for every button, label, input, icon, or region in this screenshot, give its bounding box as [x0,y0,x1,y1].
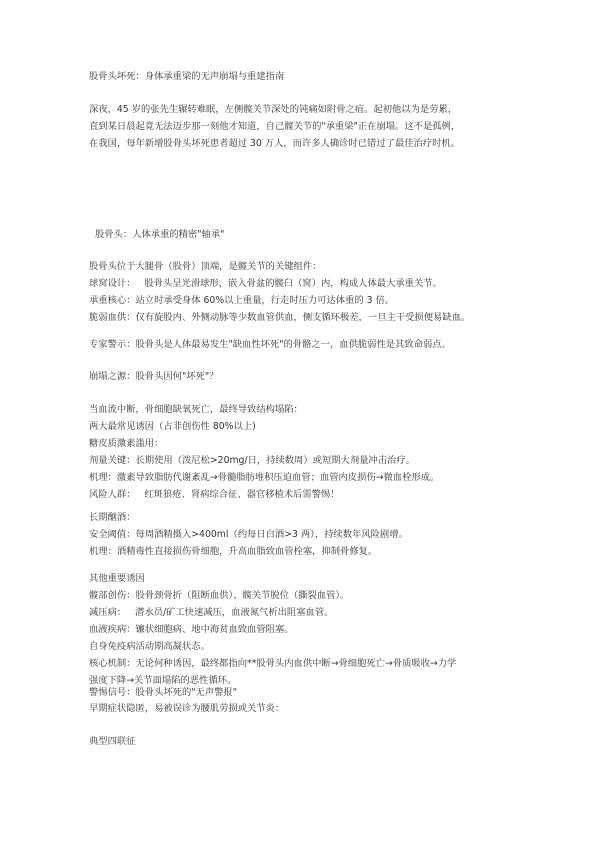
body-line: 当血流中断，骨细胞缺氧死亡，最终导致结构塌陷： [89,404,303,415]
body-line: 早期症状隐匿，易被误诊为腰肌劳损或关节炎： [89,703,285,714]
section1-body [89,258,514,326]
body-line: 强度下降→关节面塌陷的恶性循环。 [89,675,237,686]
body-line: 机理：酒精毒性直接损伤骨细胞，升高血脂致血管栓塞，抑制骨修复。 [89,546,378,557]
section-heading-text: 崩塌之源：股骨头因何"坏死"？ [89,371,219,382]
section2-body-c [89,570,514,689]
body-line: 承重核心：站立时承受身体 60%以上重量，行走时压力可达体重的 3 倍。 [89,295,395,306]
body-line: 血液疾病：镰状细胞病、地中海贫血致血管阻塞。 [89,624,294,635]
body-line: 其他重要诱因 [89,573,145,584]
body-line: 剂量关键：长期使用（泼尼松>20mg/日，持续数周）或短期大剂量冲击治疗。 [89,455,415,466]
intro-paragraph [89,101,514,152]
body-line: 安全阈值：每周酒精摄入>400ml（约每日白酒>3 两），持续数年风险剧增。 [89,529,408,540]
section3-heading [89,684,514,701]
body-line: 脆弱血供：仅有旋股内、外侧动脉等少数血管供血，侧支循环极差，一旦主干受损便易缺血。 [89,312,471,323]
body-line: 减压病： 潜水员/矿工快速减压，血液氮气析出阻塞血管。 [89,607,334,618]
body-line: 核心机制：无论何种诱因，最终都指向**股骨头内血供中断→骨细胞死亡→骨质吸收→力学 [89,658,457,669]
body-line: 球窝设计： 股骨头呈光滑球形，嵌入骨盆的髋臼（窝）内，构成人体最大承重关节。 [89,278,442,289]
subheading-text: 典型四联征 [89,736,136,747]
warning-text: 专家警示：股骨头是人体最易发生"缺血性坏死"的骨骼之一，血供脆弱性是其致命弱点。 [89,339,451,350]
body-line: 糖皮质激素滥用： [89,438,164,449]
body-line: 机理：激素导致脂肪代谢紊乱→骨髓脂肪堆积压迫血管；血管内皮损伤→微血栓形成。 [89,472,440,483]
body-line: 长期酗酒： [89,512,136,523]
body-line: 风险人群： 红斑狼疮、肾病综合征、器官移植术后需警惕！ [89,489,340,500]
section3-subheading [89,733,514,750]
section-heading-text: 股骨头：人体承重的精密"轴承" [95,229,225,240]
section-heading-text: 警惕信号：股骨头坏死的"无声警报" [89,687,238,698]
intro-line: 深夜，45 岁的张先生辗转难眠，左侧髋关节深处的钝痛如附骨之疽。起初他以为是劳累， [89,104,458,115]
title-text: 股骨头坏死：身体承重梁的无声崩塌与重建指南 [89,71,285,82]
body-line: 自身免疫病活动期高凝状态。 [89,641,210,652]
intro-line: 直到某日晨起竟无法迈步那一刻他才知道，自己髋关节的"承重梁"正在崩塌。这不是孤例， [89,121,461,132]
section2-body-a [89,401,514,503]
document-title [89,68,514,85]
section2-body-b [89,509,514,560]
intro-line: 在我国，每年新增股骨头坏死患者超过 30 万人，而许多人确诊时已错过了最佳治疗时机。 [89,138,461,149]
expert-warning [89,336,514,353]
section3-body [89,700,514,717]
body-line: 股骨头位于大腿骨（股骨）顶端，是髋关节的关键组件： [89,261,322,272]
section1-heading [89,226,520,243]
body-line: 髋部创伤：股骨颈骨折（阻断血供）、髋关节脱位（撕裂血管）。 [89,590,350,601]
body-line: 两大最常见诱因（占非创伤性 80%以上) [89,421,256,432]
section2-heading [89,368,514,385]
